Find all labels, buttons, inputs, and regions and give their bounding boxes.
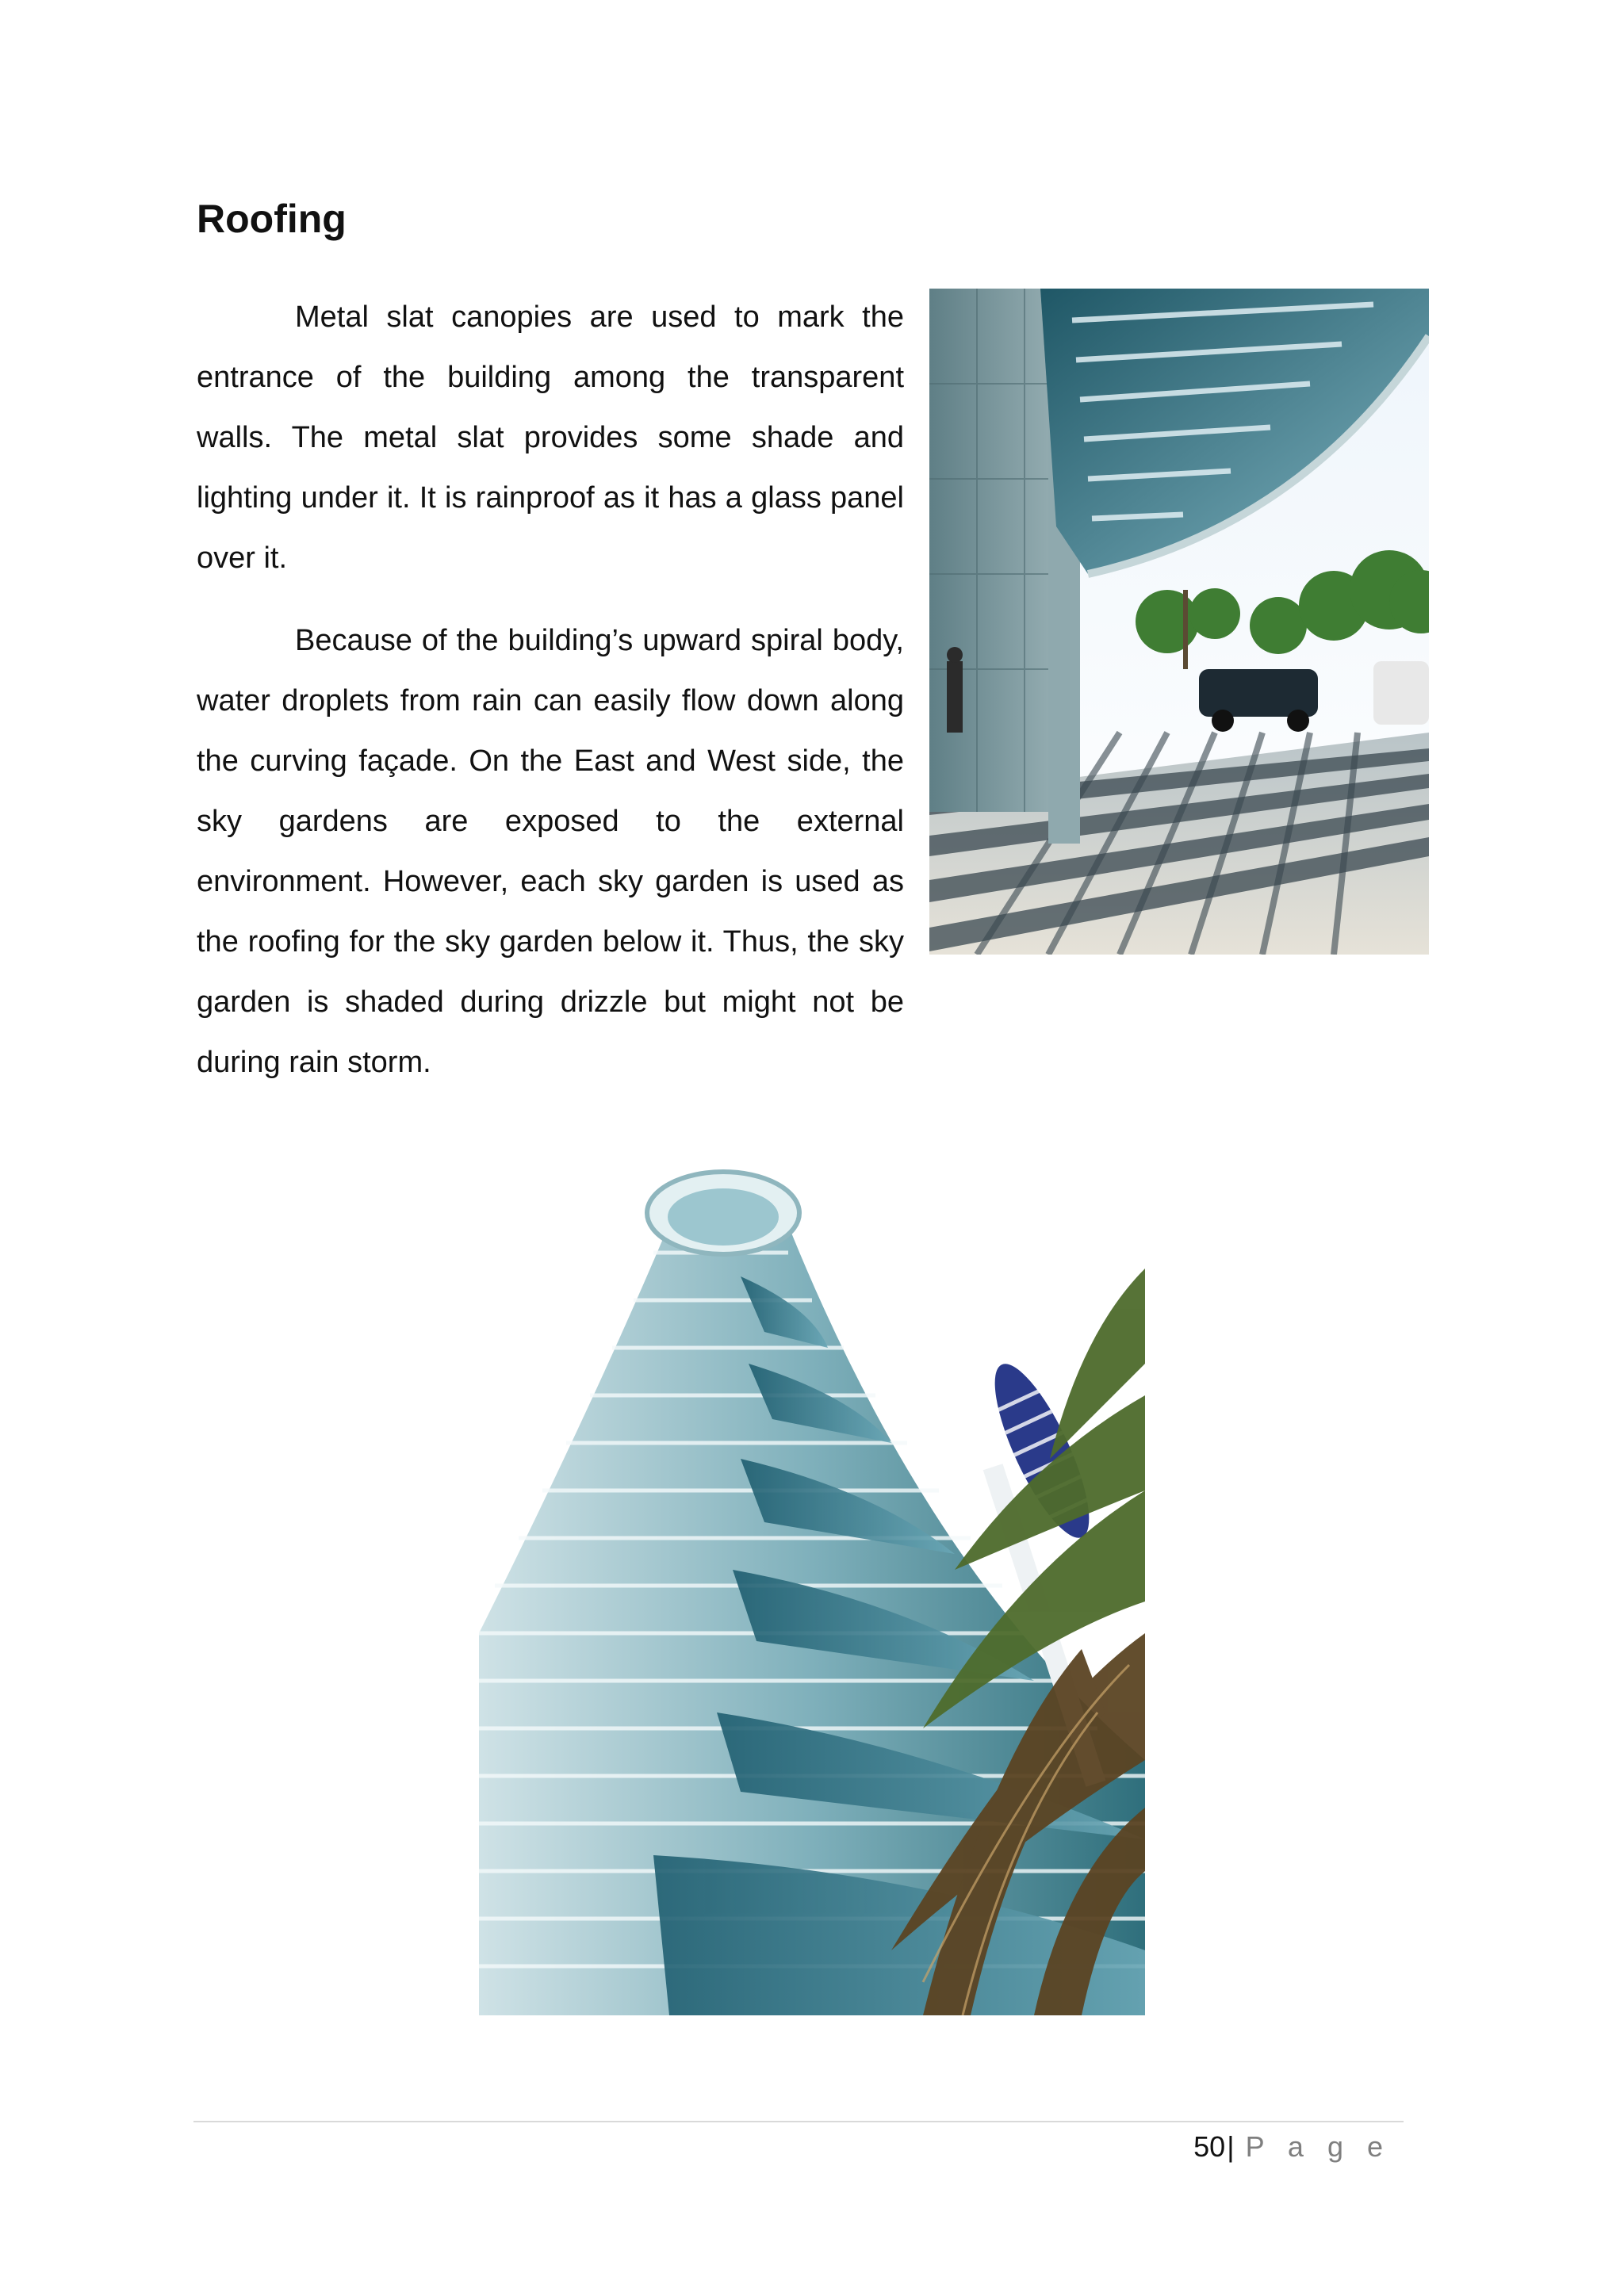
page-number: 50	[1193, 2130, 1226, 2163]
canopy-photo	[929, 289, 1429, 955]
footer-divider	[193, 2121, 1404, 2122]
tower-photo-illustration	[479, 1158, 1145, 2015]
page-footer	[1193, 2125, 1391, 2169]
section-heading: Roofing	[197, 197, 347, 241]
footer-separator: |	[1227, 2130, 1235, 2163]
tower-photo	[479, 1158, 1145, 2015]
paragraph-canopy: Metal slat canopies are used to mark the entrance of the building among the transparent walls. The metal slat provides some shade and lighting under it. It is rainproof as it has a glass panel over it.	[197, 300, 904, 575]
body-text	[197, 287, 904, 1093]
canopy-photo-illustration	[929, 289, 1429, 955]
paragraph-sky-garden: Because of the building’s upward spiral body, water droplets from rain can easily flow down along the curving façade. On the East and West side, the sky gardens are exposed to the external environment. However, each sky garden is used as the roofing for the sky garden below it. Thus, the sky garden is shaded during drizzle but might not be during rain storm.	[197, 624, 904, 1079]
page-label: P a g e	[1245, 2130, 1391, 2163]
